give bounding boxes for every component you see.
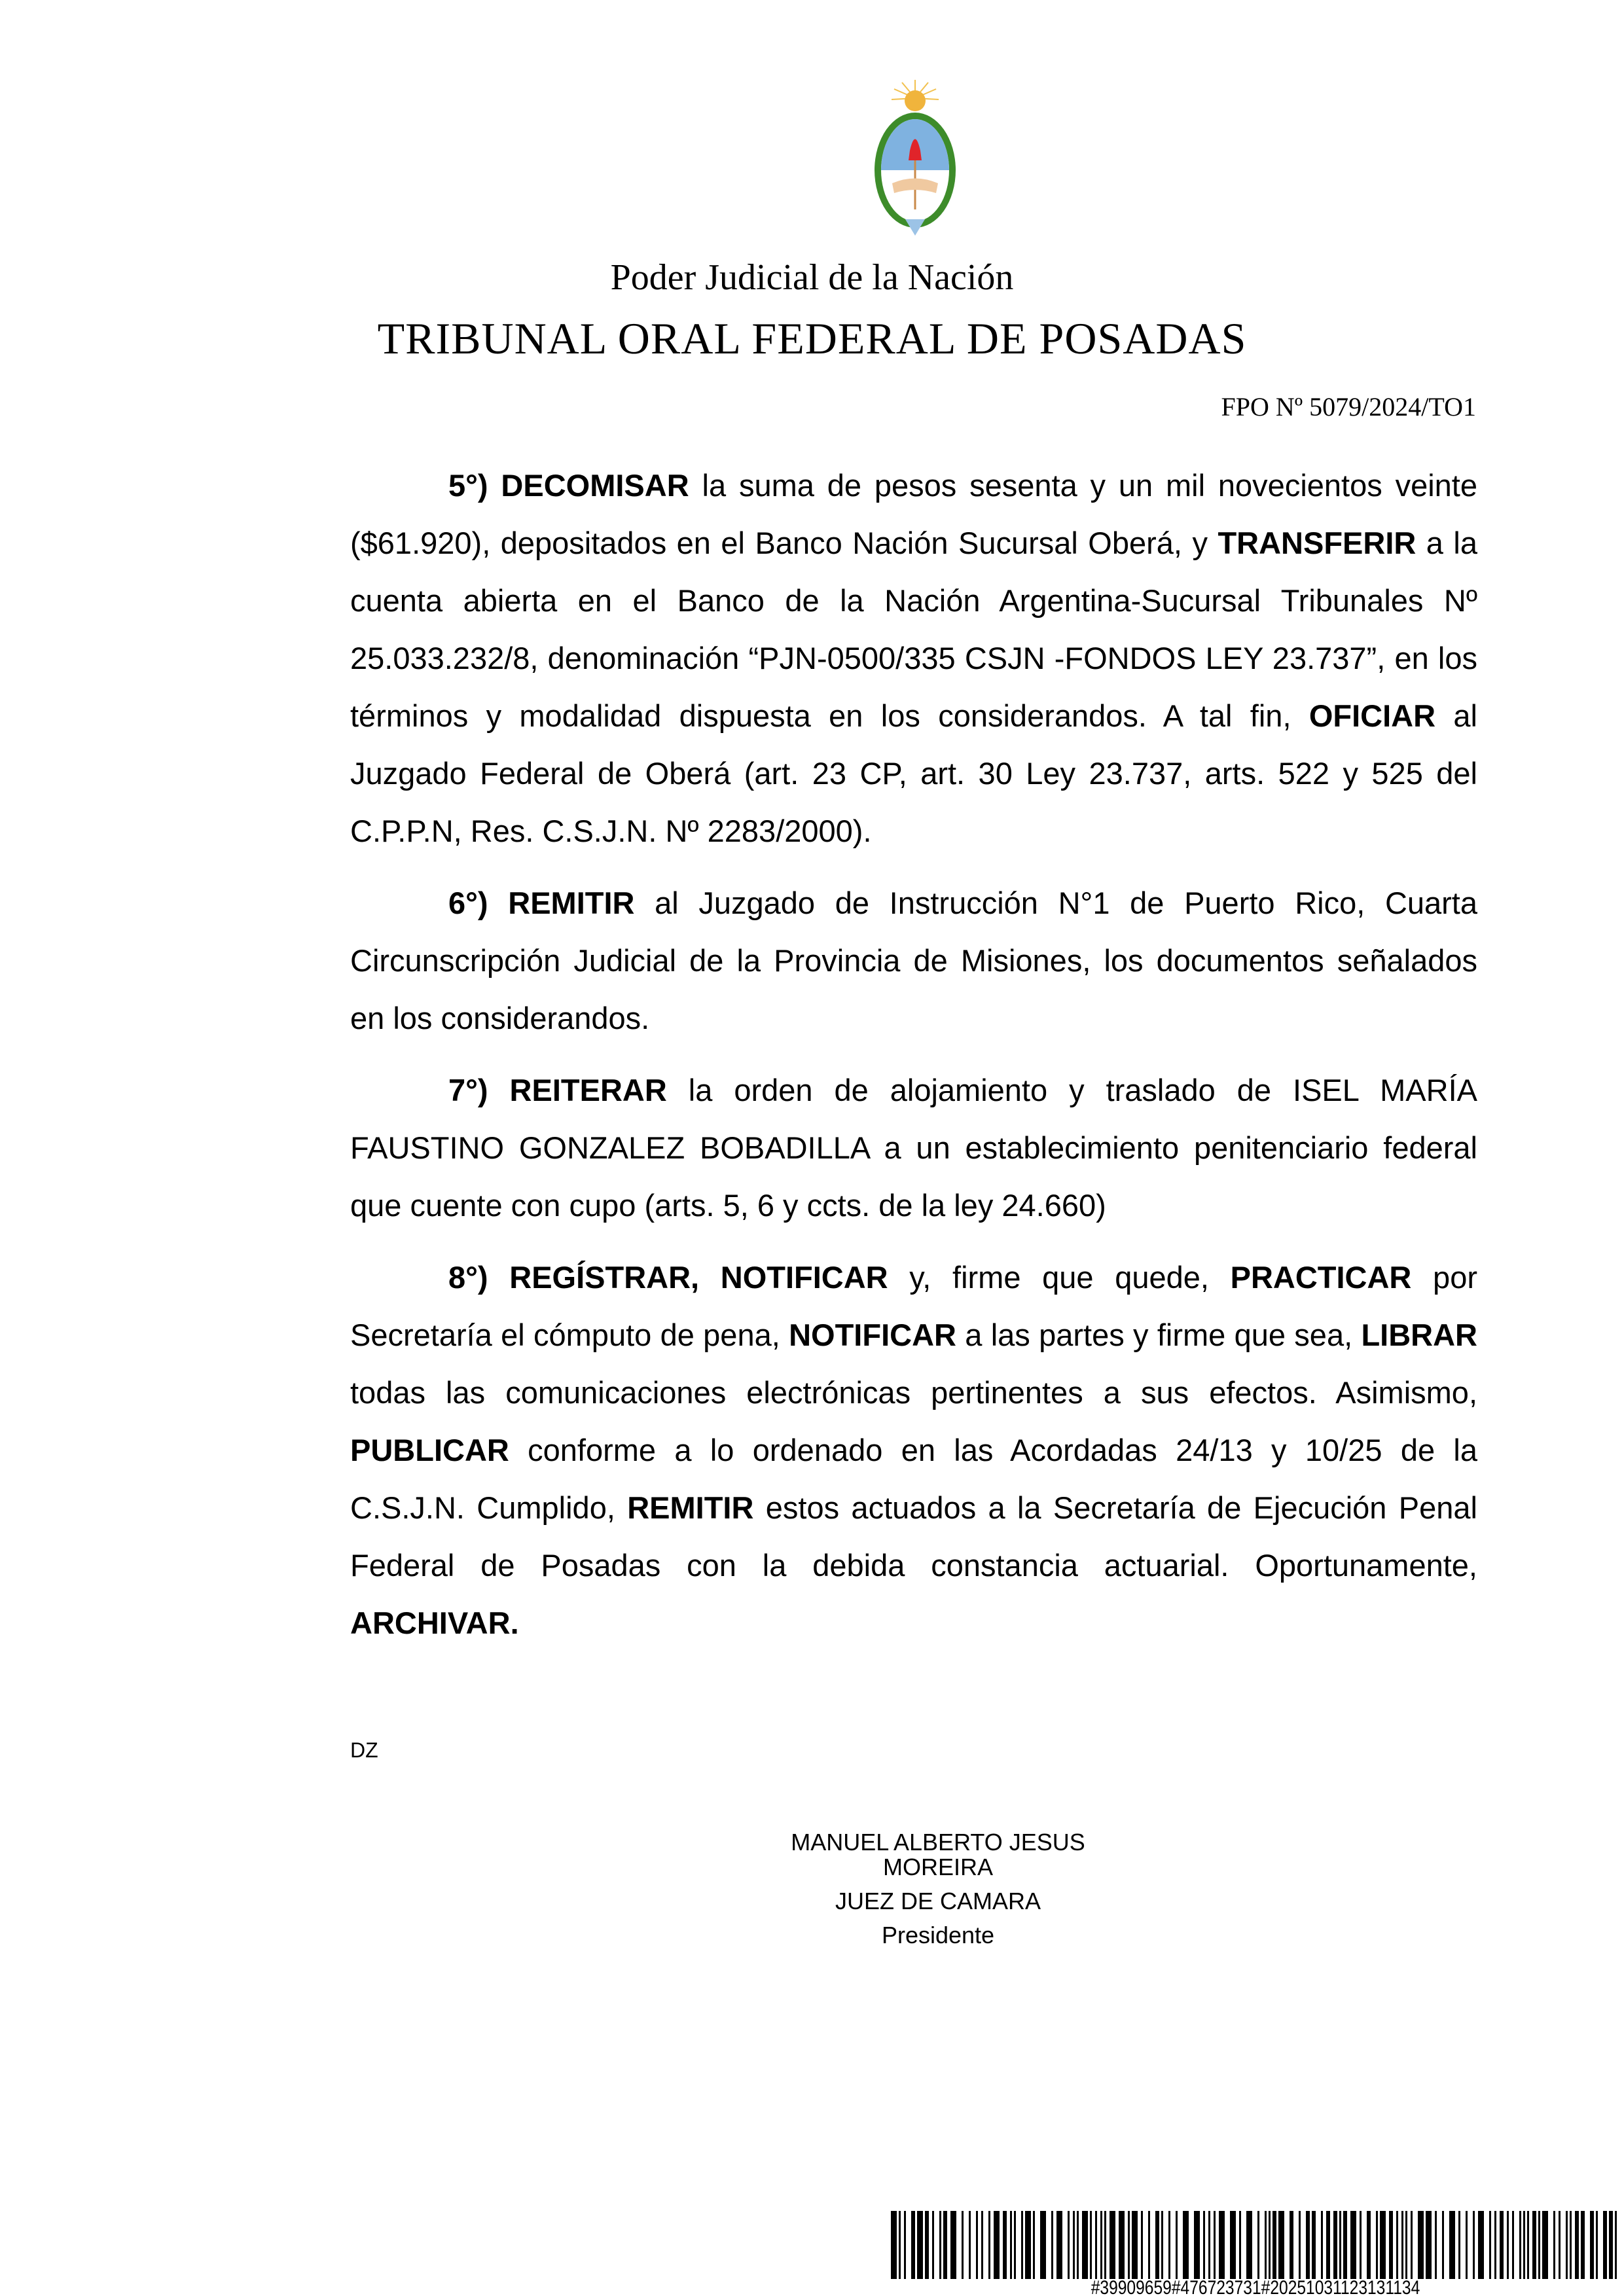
barcode-bar bbox=[1051, 2211, 1053, 2279]
barcode-bar bbox=[969, 2211, 971, 2279]
bold-directive: 8°) REGÍSTRAR, NOTIFICAR bbox=[448, 1260, 888, 1295]
barcode-bar bbox=[1512, 2211, 1514, 2279]
text-segment: todas las comunicaciones electrónicas pertinentes a sus efectos. Asimismo, bbox=[350, 1375, 1477, 1410]
barcode-bar bbox=[950, 2211, 956, 2279]
barcode-bar bbox=[962, 2211, 964, 2279]
barcode-bar bbox=[1239, 2211, 1241, 2279]
text-segment: la orden de alojamiento y traslado de ISEL MARÍA FAUSTINO GONZALEZ BOBADILLA a un establecimiento penitenciario federal que cuente con cupo (arts. 5, 6 y ccts. de la ley 24.660) bbox=[350, 1073, 1477, 1223]
barcode-bar bbox=[1411, 2211, 1413, 2279]
barcode-bar bbox=[1183, 2211, 1189, 2279]
barcode-bar bbox=[1350, 2211, 1356, 2279]
sun-icon bbox=[892, 80, 939, 111]
barcode-bar bbox=[1306, 2211, 1310, 2279]
barcode-bar bbox=[932, 2211, 934, 2279]
barcode-bar bbox=[1148, 2211, 1150, 2279]
barcode-bar bbox=[981, 2211, 983, 2279]
barcode-bar bbox=[911, 2211, 915, 2279]
barcode-bar bbox=[1021, 2211, 1023, 2279]
barcode-bar bbox=[904, 2211, 906, 2279]
barcode-bar bbox=[1538, 2211, 1540, 2279]
court-name: TRIBUNAL ORAL FEDERAL DE POSADAS bbox=[377, 314, 1247, 363]
bold-directive: OFICIAR bbox=[1308, 698, 1436, 733]
bold-directive: NOTIFICAR bbox=[789, 1318, 956, 1352]
text-segment: al Juzgado Federal de Oberá (art. 23 CP, art. 30 Ley 23.737, arts. 522 y 525 del C.P.P.N, Res. C.S.J.N. Nº 2283/2000). bbox=[350, 698, 1478, 848]
barcode bbox=[891, 2211, 1620, 2279]
text-segment: y, firme que quede, bbox=[888, 1260, 1231, 1295]
barcode-bar bbox=[1609, 2211, 1613, 2279]
text-segment: la suma de pesos sesenta y un mil novecientos veinte ($61.920), depositados en el Banco Nación Sucursal Oberá, y bbox=[350, 468, 1477, 560]
bold-directive: ARCHIVAR. bbox=[350, 1605, 519, 1640]
barcode-bar bbox=[1435, 2211, 1437, 2279]
barcode-bar bbox=[939, 2211, 941, 2279]
barcode-bar bbox=[1553, 2211, 1555, 2279]
barcode-bar bbox=[1532, 2211, 1536, 2279]
barcode-bar bbox=[1056, 2211, 1062, 2279]
barcode-bar bbox=[1478, 2211, 1484, 2279]
bold-directive: REMITIR bbox=[627, 1490, 754, 1525]
bold-directive: 7°) REITERAR bbox=[448, 1073, 667, 1107]
barcode-bar bbox=[925, 2211, 929, 2279]
barcode-bar bbox=[1119, 2211, 1125, 2279]
barcode-bar bbox=[1326, 2211, 1330, 2279]
barcode-bar bbox=[1208, 2211, 1210, 2279]
barcode-bar bbox=[1214, 2211, 1216, 2279]
barcode-bar bbox=[1161, 2211, 1163, 2279]
barcode-bar bbox=[1333, 2211, 1337, 2279]
paragraph-6 bbox=[350, 874, 1477, 1047]
barcode-bar bbox=[1343, 2211, 1347, 2279]
barcode-bar bbox=[1559, 2211, 1561, 2279]
barcode-bar bbox=[1500, 2211, 1504, 2279]
bold-directive: LIBRAR bbox=[1361, 1318, 1477, 1352]
barcode-bar bbox=[1100, 2211, 1102, 2279]
barcode-bar bbox=[1141, 2211, 1143, 2279]
barcode-bar bbox=[1082, 2211, 1088, 2279]
text-segment: conforme a lo ordenado en las Acordadas 24/13 y 10/25 de la C.S.J.N. Cumplido, bbox=[350, 1433, 1477, 1525]
barcode-bar bbox=[1040, 2211, 1046, 2279]
barcode-bar bbox=[1590, 2211, 1594, 2279]
barcode-bar bbox=[1615, 2211, 1617, 2279]
barcode-bar bbox=[1449, 2211, 1455, 2279]
paragraph-5 bbox=[350, 457, 1477, 860]
barcode-bar bbox=[1010, 2211, 1012, 2279]
barcode-bar bbox=[1265, 2211, 1267, 2279]
barcode-bar bbox=[1104, 2211, 1106, 2279]
case-reference: FPO Nº 5079/2024/TO1 bbox=[1221, 392, 1476, 422]
signer-title: JUEZ DE CAMARA bbox=[835, 1888, 1041, 1914]
barcode-bar bbox=[1230, 2211, 1236, 2279]
text-segment: a la cuenta abierta en el Banco de la Nación Argentina-Sucursal Tribunales Nº 25.033.232/8, denominación “PJN-0500/335 CSJN -FONDOS LEY 23.737”, en los términos y modalidad dispuesta en los considerandos. A tal fin, bbox=[350, 526, 1477, 733]
barcode-bar bbox=[1380, 2211, 1386, 2279]
barcode-bar bbox=[891, 2211, 897, 2279]
barcode-bar bbox=[1442, 2211, 1444, 2279]
barcode-bar bbox=[1312, 2211, 1316, 2279]
barcode-bar bbox=[1014, 2211, 1016, 2279]
institution-name: Poder Judicial de la Nación bbox=[610, 257, 1014, 298]
barcode-bar bbox=[1321, 2211, 1323, 2279]
bold-directive: TRANSFERIR bbox=[1218, 526, 1416, 560]
barcode-bar bbox=[1073, 2211, 1075, 2279]
barcode-bar bbox=[994, 2211, 1000, 2279]
barcode-bar bbox=[1290, 2211, 1293, 2279]
barcode-bar bbox=[1278, 2211, 1284, 2279]
barcode-bar bbox=[1426, 2211, 1432, 2279]
barcode-bar bbox=[1299, 2211, 1301, 2279]
barcode-bar bbox=[1494, 2211, 1496, 2279]
signer-role: Presidente bbox=[881, 1922, 995, 1948]
text-segment: a las partes y firme que sea, bbox=[956, 1318, 1362, 1352]
barcode-bar bbox=[1603, 2211, 1607, 2279]
barcode-bar bbox=[1203, 2211, 1205, 2279]
barcode-text: #39909659#476723731#20251031123131134 bbox=[1091, 2277, 1420, 2296]
barcode-bar bbox=[1110, 2211, 1115, 2279]
barcode-bar bbox=[1473, 2211, 1475, 2279]
barcode-bar bbox=[1376, 2211, 1378, 2279]
barcode-bar bbox=[1401, 2211, 1403, 2279]
barcode-bar bbox=[1095, 2211, 1097, 2279]
bold-directive: PRACTICAR bbox=[1230, 1260, 1412, 1295]
barcode-bar bbox=[1566, 2211, 1568, 2279]
barcode-bar bbox=[1003, 2211, 1007, 2279]
barcode-bar bbox=[1090, 2211, 1092, 2279]
text-segment: estos actuados a la Secretaría de Ejecución Penal Federal de Posadas con la debida constancia actuarial. Oportunamente, bbox=[350, 1490, 1477, 1583]
barcode-bar bbox=[1542, 2211, 1548, 2279]
initials: DZ bbox=[350, 1738, 378, 1762]
signer-name-line1: MANUEL ALBERTO JESUS bbox=[791, 1829, 1085, 1856]
bold-directive: 6°) REMITIR bbox=[448, 886, 635, 920]
barcode-bar bbox=[1246, 2211, 1252, 2279]
barcode-bar bbox=[1077, 2211, 1079, 2279]
barcode-bar bbox=[943, 2211, 947, 2279]
text-segment: al Juzgado de Instrucción N°1 de Puerto Rico, Cuarta Circunscripción Judicial de la Provincia de Misiones, los documentos señalados en los considerandos. bbox=[350, 886, 1478, 1035]
paragraph-8 bbox=[350, 1249, 1477, 1652]
barcode-bar bbox=[1033, 2211, 1035, 2279]
barcode-bar bbox=[1257, 2211, 1259, 2279]
barcode-bar bbox=[917, 2211, 923, 2279]
barcode-bar bbox=[899, 2211, 901, 2279]
barcode-bar bbox=[1466, 2211, 1468, 2279]
barcode-bar bbox=[988, 2211, 990, 2279]
barcode-bar bbox=[1272, 2211, 1276, 2279]
barcode-bar bbox=[1519, 2211, 1521, 2279]
barcode-bar bbox=[1405, 2211, 1407, 2279]
barcode-bar bbox=[1581, 2211, 1585, 2279]
bold-directive: 5°) DECOMISAR bbox=[448, 468, 689, 503]
barcode-bar bbox=[1389, 2211, 1393, 2279]
barcode-bar bbox=[1523, 2211, 1525, 2279]
barcode-bar bbox=[1367, 2211, 1371, 2279]
barcode-bar bbox=[1194, 2211, 1200, 2279]
barcode-bar bbox=[1596, 2211, 1598, 2279]
barcode-bar bbox=[1458, 2211, 1460, 2279]
text-segment: por Secretaría el cómputo de pena, bbox=[350, 1260, 1477, 1352]
barcode-bar bbox=[1489, 2211, 1491, 2279]
barcode-bar bbox=[1219, 2211, 1225, 2279]
barcode-bar bbox=[1507, 2211, 1509, 2279]
barcode-bar bbox=[1575, 2211, 1579, 2279]
barcode-bar bbox=[1418, 2211, 1424, 2279]
paragraph-7 bbox=[350, 1062, 1477, 1234]
barcode-bar bbox=[1527, 2211, 1529, 2279]
barcode-bar bbox=[1155, 2211, 1159, 2279]
barcode-bar bbox=[1168, 2211, 1170, 2279]
barcode-bar bbox=[1360, 2211, 1362, 2279]
barcode-bar bbox=[1132, 2211, 1138, 2279]
barcode-bar bbox=[1396, 2211, 1398, 2279]
barcode-bar bbox=[1570, 2211, 1572, 2279]
coat-of-arms-emblem bbox=[863, 79, 967, 239]
barcode-bar bbox=[1176, 2211, 1178, 2279]
barcode-bar bbox=[1128, 2211, 1130, 2279]
barcode-bar bbox=[976, 2211, 978, 2279]
bold-directive: PUBLICAR bbox=[350, 1433, 509, 1467]
barcode-bar bbox=[1068, 2211, 1070, 2279]
barcode-bar bbox=[1339, 2211, 1341, 2279]
signer-name-line2: MOREIRA bbox=[882, 1854, 993, 1880]
signature-block bbox=[742, 1830, 1134, 1948]
resolution-body bbox=[350, 457, 1477, 1666]
barcode-bar bbox=[1025, 2211, 1031, 2279]
barcode-bar bbox=[1269, 2211, 1271, 2279]
